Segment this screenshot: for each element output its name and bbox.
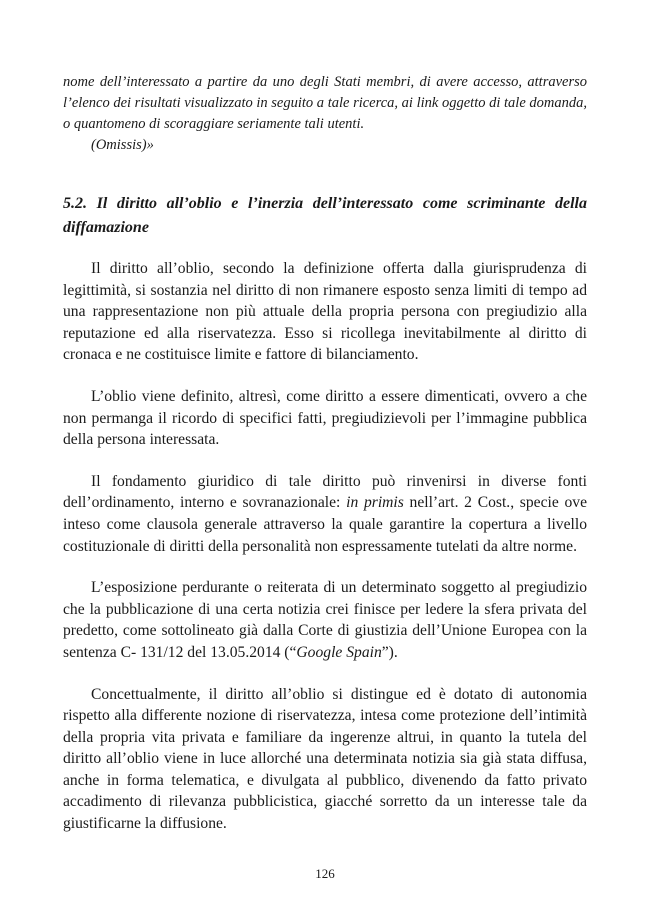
page-number: 126 — [315, 866, 335, 881]
page-body — [63, 72, 587, 835]
paragraph-4-emphasis: Google Spain — [296, 643, 382, 661]
section-heading: 5.2. Il diritto all’oblio e l’inerzia dell’interessato come scriminante della diffamazione — [63, 195, 587, 236]
paragraph-3-emphasis: in primis — [346, 494, 404, 512]
block-quote — [63, 72, 587, 156]
quote-text: nome dell’interessato a partire da uno degli Stati membri, di avere accesso, attraverso l’elenco dei risultati visualizzato in seguito a tale ricerca, ai link oggetto di tale domanda, o quantomeno di scoraggiare seriamente tali utenti. — [63, 74, 587, 132]
paragraph-5: Concettualmente, il diritto all’oblio si distingue ed è dotato di autonomia rispetto alla differente nozione di riservatezza, intesa come protezione dell’intimità della propria vita privata e familiare da ingerenze altrui, in quanto la tutela del diritto all’oblio viene in luce allorché una determinata notizia sia già stata diffusa, anche in forma telematica, e divulgata al pubblico, divenendo da fatto privato accadimento di rilevanza pubblicistica, giacché sorretto da un interesse tale da giustificarne la diffusione. — [63, 685, 587, 833]
paragraph-3 — [63, 471, 587, 557]
paragraph-4-text-a: L’esposizione perdurante o reiterata di un determinato soggetto al pregiudizio che la pubblicazione di una certa notizia crei finisce per ledere la sfera privata del predetto, come sottolineato già dalla Corte di giustizia dell’Unione Europea con la sentenza C- 131/12 del 13.05.2014 (“ — [63, 579, 587, 661]
paragraph-3-text-a: Il fondamento giuridico di tale diritto può rinvenirsi in diverse fonti dell’ordinamento, interno e sovranazionale: — [63, 472, 587, 512]
paragraph-3-text-b: nell’art. 2 Cost., specie ove inteso come clausola generale attraverso la quale garantire la copertura a livello costituzionale di diritti della personalità non espressamente tutelati da altre norme. — [63, 494, 588, 555]
paragraph-4 — [63, 577, 587, 663]
paragraph-1: Il diritto all’oblio, secondo la definizione offerta dalla giurisprudenza di legittimità, si sostanzia nel diritto di non rimanere esposto senza limiti di tempo ad una rappresentazione non più attuale della propria persona con pregiudizio alla reputazione ed alla riservatezza. Esso si ricollega inevitabilmente al diritto di cronaca e ne costituisce limite e fattore di bilanciamento. — [63, 260, 587, 364]
quote-omissis: (Omissis)» — [91, 137, 154, 153]
paragraph-4-text-b: ”). — [381, 643, 398, 661]
paragraph-2: L’oblio viene definito, altresì, come diritto a essere dimenticati, ovvero a che non permanga il ricordo di specifici fatti, pregiudizievoli per l’immagine pubblica della persona interessata. — [63, 387, 587, 449]
